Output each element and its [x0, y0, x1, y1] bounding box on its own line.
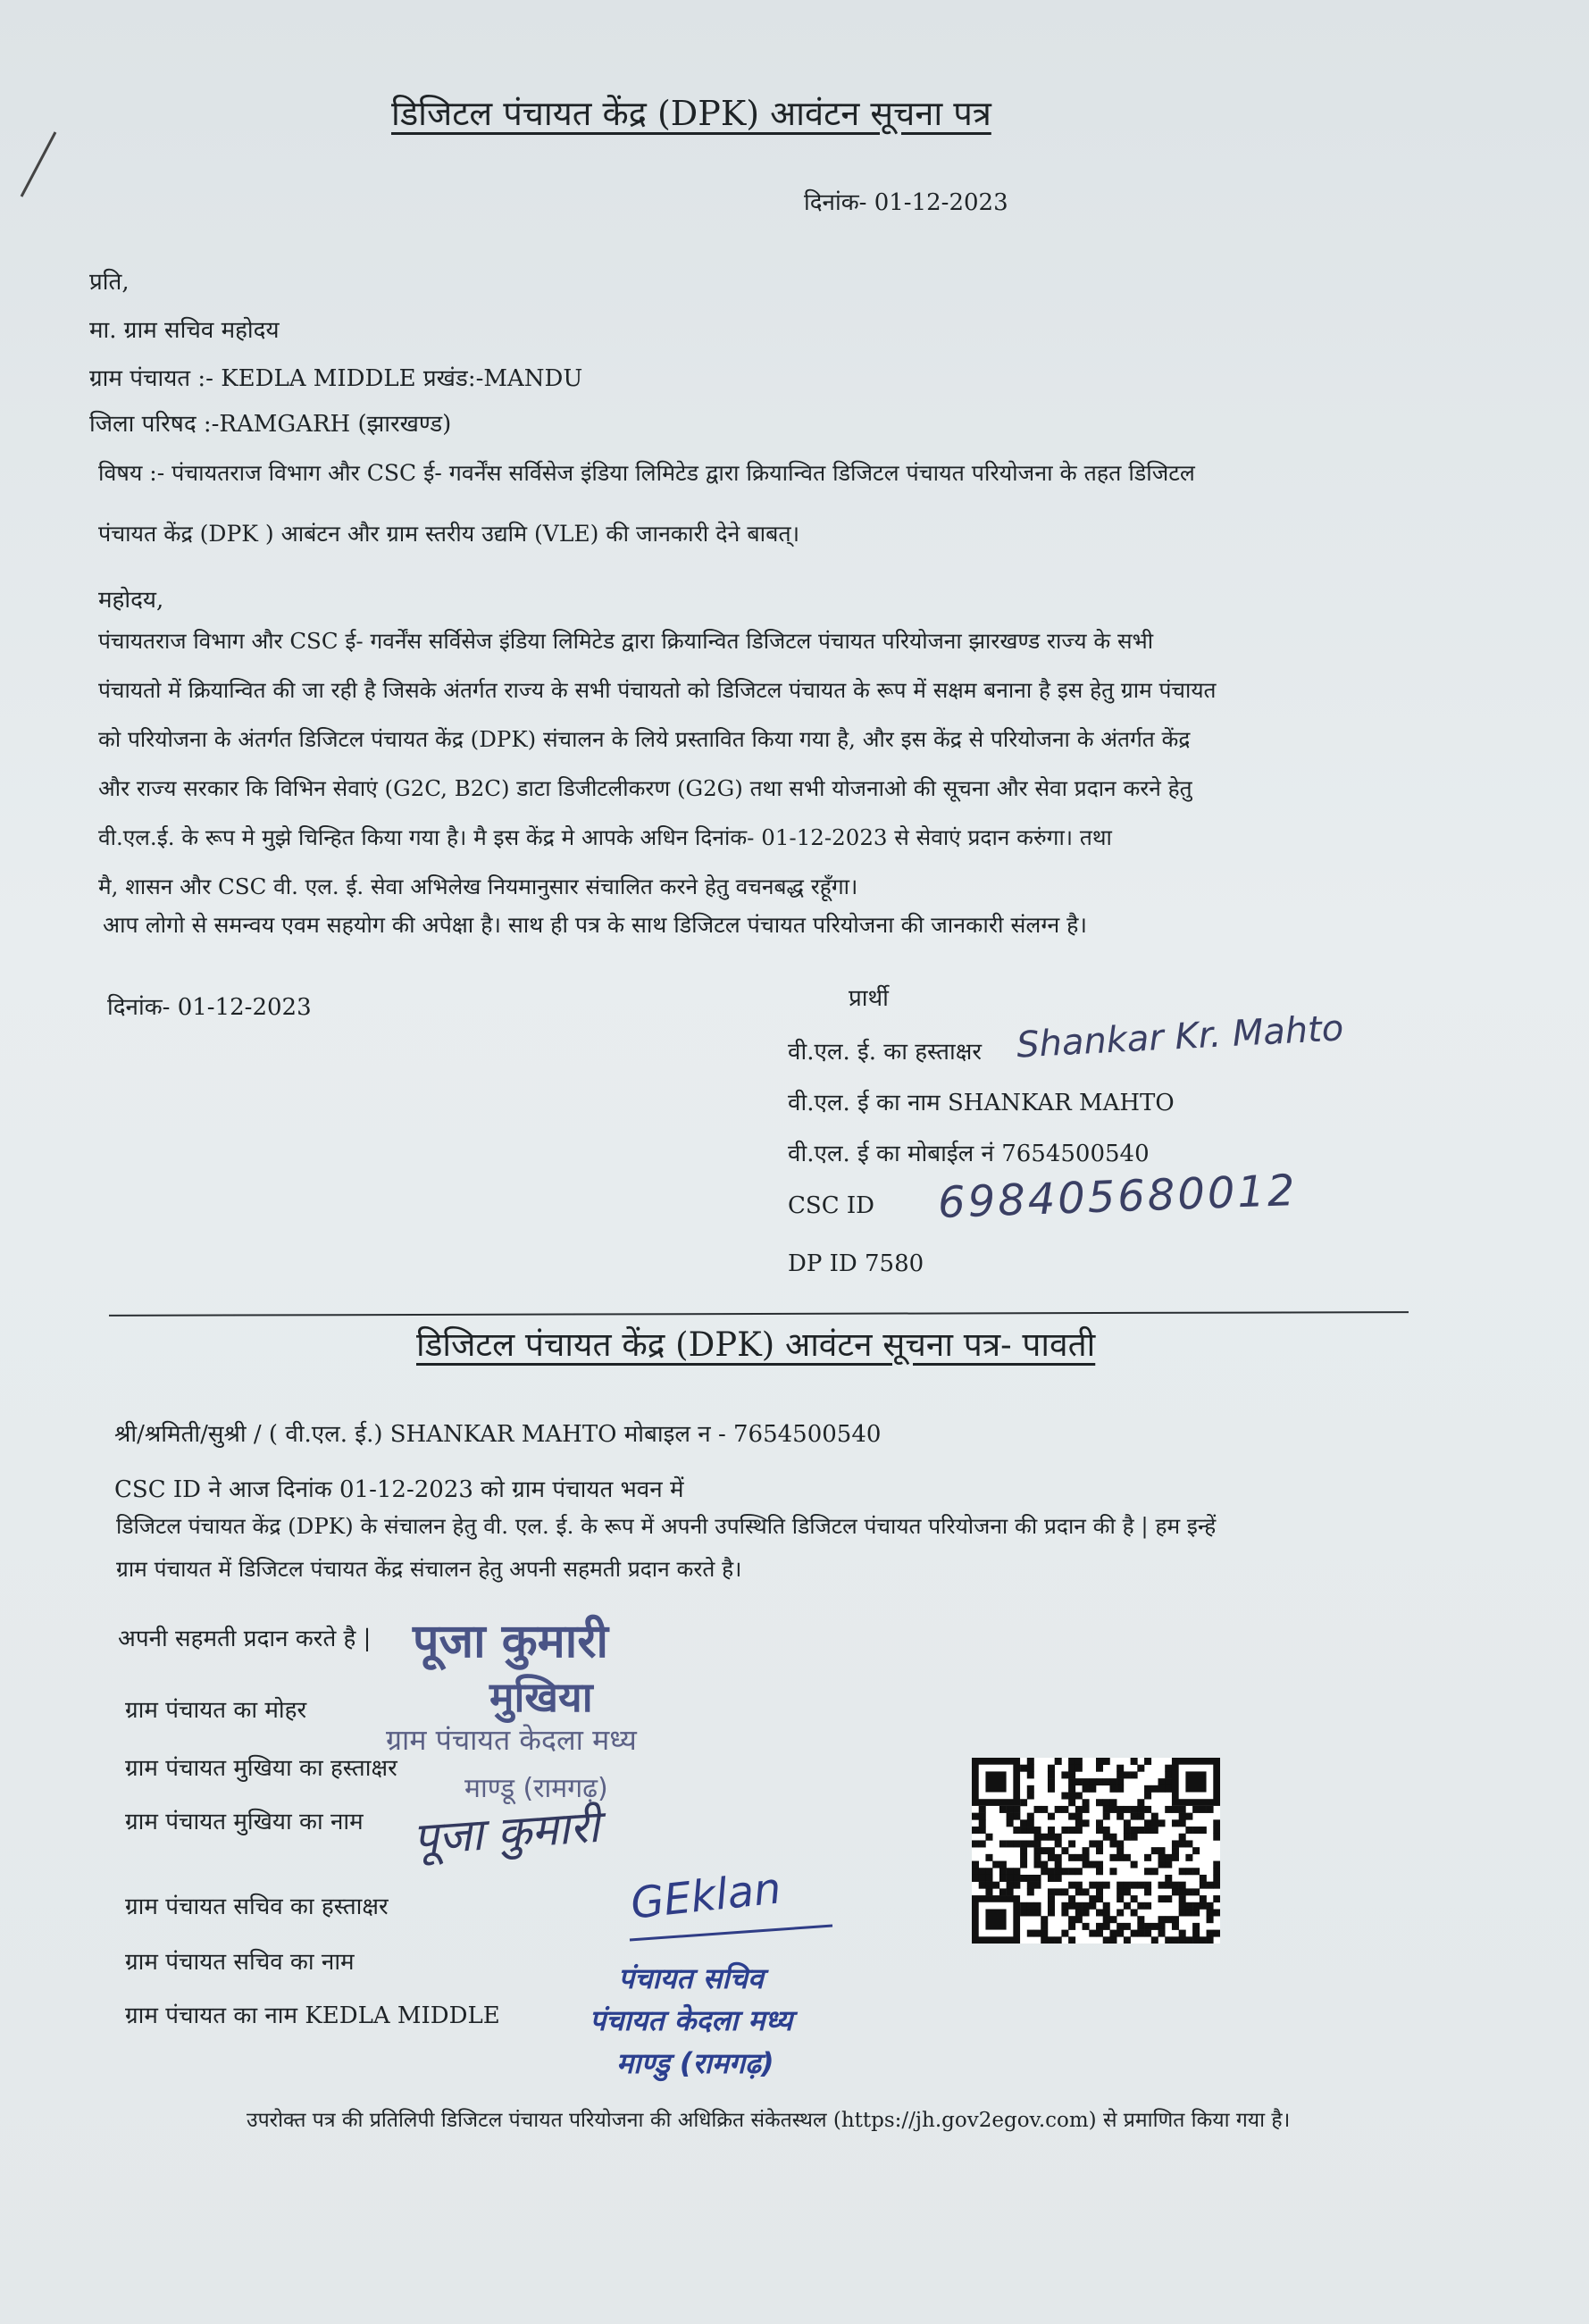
stamp-sachiv-line2: पंचायत केदला मध्य — [590, 2003, 793, 2037]
body-line: पंचायतो में क्रियान्वित की जा रही है जिसके अंतर्गत राज्य के सभी पंचायतो को डिजिटल पंचायत के रूप में सक्षम बनाना है इस हेतु ग्राम पंचायत — [98, 677, 1217, 703]
dp-id: DP ID 7580 — [788, 1250, 924, 1277]
letter-subject-line2: पंचायत केंद्र (DPK ) आबंटन और ग्राम स्तरीय उद्यमि (VLE) की जानकारी देने बाबत्। — [98, 521, 800, 547]
letter-body — [98, 616, 1393, 911]
body-line: वी.एल.ई. के रूप मे मुझे चिन्हित किया गया है। मै इस केंद्र मे आपके अधिन दिनांक- 01-12-2023 से सेवाएं प्रदान करुंगा। तथा — [98, 824, 1112, 850]
letter-addressee: मा. ग्राम सचिव महोदय — [89, 317, 280, 344]
letter-salutation: महोदय, — [98, 587, 164, 614]
section-divider — [109, 1311, 1409, 1317]
consent-label: अपनी सहमती प्रदान करते है | — [118, 1626, 372, 1652]
qr-code — [972, 1758, 1220, 1944]
mukhiya-name-label: ग्राम पंचायत मुखिया का नाम — [125, 1809, 364, 1835]
body-line: मै, शासन और CSC वी. एल. ई. सेवा अभिलेख नियमानुसार संचालित करने हेतु वचनबद्ध रहूँगा। — [98, 874, 858, 899]
applicant-label: प्रार्थी — [849, 985, 889, 1012]
receipt-line1: श्री/श्रमिती/सुश्री / ( वी.एल. ई.) SHANKAR MAHTO मोबाइल न - 7654500540 — [114, 1421, 882, 1448]
receipt-line2: CSC ID ने आज दिनांक 01-12-2023 को ग्राम पंचायत भवन में — [114, 1476, 684, 1503]
mukhiya-signature: पूजा कुमारी — [411, 1800, 601, 1866]
csc-id-handwritten: 698405680012 — [937, 1165, 1299, 1229]
receipt-line4: ग्राम पंचायत में डिजिटल पंचायत केंद्र संचालन हेतु अपनी सहमती प्रदान करते है। — [116, 1556, 742, 1582]
letter-date-bottom: दिनांक- 01-12-2023 — [107, 994, 312, 1021]
stamp-gp-line1: ग्राम पंचायत केदला मध्य — [386, 1723, 637, 1757]
stamp-sachiv-line1: पंचायत सचिव — [618, 1961, 764, 1995]
letter-closing: आप लोगो से समन्वय एवम सहयोग की अपेक्षा है। साथ ही पत्र के साथ डिजिटल पंचायत परियोजना की जानकारी संलग्न है। — [103, 912, 1087, 938]
mukhiya-sign-label: ग्राम पंचायत मुखिया का हस्ताक्षर — [125, 1755, 397, 1782]
pen-stroke-mark — [9, 125, 63, 205]
footer-note: उपरोक्त पत्र की प्रतिलिपी डिजिटल पंचायत परियोजना की अधिक्रित संकेतस्थल (https://jh.gov2egov.com) से प्रमाणित किया गया है। — [247, 2109, 1291, 2132]
letter-title: डिजिटल पंचायत केंद्र (DPK) आवंटन सूचना पत्र — [391, 94, 991, 133]
sachiv-name-label: ग्राम पंचायत सचिव का नाम — [125, 1949, 355, 1976]
sachiv-signature: GEklan — [628, 1863, 783, 1929]
letter-date-top: दिनांक- 01-12-2023 — [804, 189, 1008, 216]
vle-signature-label: वी.एल. ई. का हस्ताक्षर — [788, 1039, 983, 1066]
stamp-mukhiya-title: मुखिया — [489, 1673, 593, 1721]
letter-zila-parishad: जिला परिषद :-RAMGARH (झारखण्ड) — [89, 411, 452, 438]
vle-name: वी.एल. ई का नाम SHANKAR MAHTO — [788, 1090, 1175, 1116]
letter-subject-line1: विषय :- पंचायतराज विभाग और CSC ई- गवर्नेंस सर्विसेज इंडिया लिमिटेड द्वारा क्रियान्वित डिजिटल पंचायत परियोजना के तहत डिजिटल — [98, 460, 1195, 486]
letter-to: प्रति, — [89, 269, 130, 296]
stamp-sachiv-line3: माण्डु (रामगढ़) — [616, 2046, 774, 2080]
letter-gram-panchayat: ग्राम पंचायत :- KEDLA MIDDLE प्रखंड:-MANDU — [89, 365, 583, 392]
sachiv-sign-label: ग्राम पंचायत सचिव का हस्ताक्षर — [125, 1893, 389, 1920]
vle-mobile: वी.एल. ई का मोबाईल नं 7654500540 — [788, 1141, 1150, 1167]
panchayat-name: ग्राम पंचायत का नाम KEDLA MIDDLE — [125, 2002, 500, 2029]
csc-id-label: CSC ID — [788, 1192, 874, 1219]
stamp-gp-line2: माण्डू (रामगढ़) — [464, 1773, 608, 1804]
seal-label: ग्राम पंचायत का मोहर — [125, 1697, 307, 1724]
sachiv-signature-stroke — [625, 1920, 840, 1947]
body-line: को परियोजना के अंतर्गत डिजिटल पंचायत केंद्र (DPK) संचालन के लिये प्रस्तावित किया गया है, और इस केंद्र से परियोजना के अंतर्गत केंद्र — [98, 726, 1191, 752]
vle-signature: Shankar Kr. Mahto — [1016, 1007, 1345, 1066]
receipt-title: डिजिटल पंचायत केंद्र (DPK) आवंटन सूचना पत्र- पावती — [416, 1325, 1096, 1364]
body-line: पंचायतराज विभाग और CSC ई- गवर्नेंस सर्विसेज इंडिया लिमिटेड द्वारा क्रियान्वित डिजिटल पंचायत परियोजना झारखण्ड राज्य के सभी — [98, 628, 1154, 654]
body-line: और राज्य सरकार कि विभिन सेवाएं (G2C, B2C) डाटा डिजीटलीकरण (G2G) तथा सभी योजनाओ की सूचना और सेवा प्रदान करने हेतु — [98, 775, 1192, 801]
stamp-mukhiya-name: पूजा कुमारी — [413, 1615, 608, 1668]
receipt-line3: डिजिटल पंचायत केंद्र (DPK) के संचालन हेतु वी. एल. ई. के रूप में अपनी उपस्थिति डिजिटल पंचायत परियोजना की प्रदान की है | हम इन्हें — [116, 1513, 1217, 1539]
